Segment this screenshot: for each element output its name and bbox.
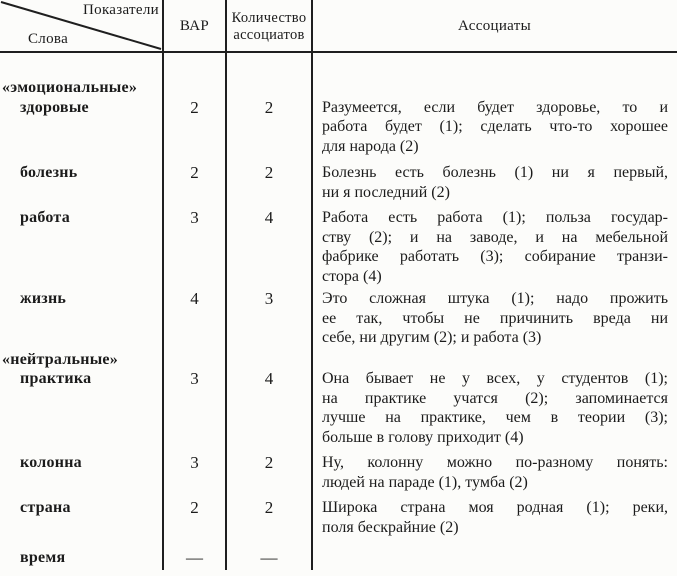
table-row: [0, 369, 677, 447]
var-cell: 2: [190, 498, 199, 517]
associate-line: Работа есть работа (1); польза государ-: [322, 209, 668, 226]
column-divider: [162, 0, 164, 570]
word-cell: работа: [20, 209, 70, 226]
count-cell: 2: [264, 453, 274, 472]
header-label-count: Количество ассоциатов: [231, 9, 307, 43]
count-cell: —: [260, 548, 278, 567]
count-cell: 2: [264, 163, 274, 182]
associate-line: ее так, чтобы не причинить вреда ни: [322, 309, 668, 327]
word-cell: жизнь: [20, 290, 67, 307]
associate-line: поля бескрайние (2): [322, 518, 459, 536]
group-label: «нейтральные»: [2, 350, 119, 368]
table-row: [0, 163, 677, 202]
associates-cell: [312, 498, 677, 537]
associates-cell: [312, 163, 677, 202]
count-cell: 3: [264, 289, 274, 308]
header-label-pokazateli: Показатели: [83, 2, 159, 18]
var-cell: 3: [190, 453, 199, 472]
associate-line: Болезнь есть болезнь (1) ни я первый,: [322, 164, 668, 181]
var-cell: 3: [190, 208, 199, 227]
associate-line: фабрике работать (3); собирание транзи-: [322, 248, 668, 265]
count-cell: 4: [264, 208, 274, 227]
column-divider: [311, 0, 313, 570]
associate-line: на практике учатся (2); запоминается: [322, 389, 668, 407]
word-cell: болезнь: [20, 164, 78, 181]
word-cell: практика: [20, 370, 92, 387]
associate-line: ству (2); и на заводе, и на мебельной: [322, 228, 668, 246]
table-rows: [0, 78, 677, 568]
var-cell: —: [186, 548, 203, 567]
group-header-row: [0, 78, 677, 98]
associates-cell: [312, 369, 677, 447]
group-header-row: [0, 350, 677, 370]
table-row: [0, 289, 677, 348]
associates-cell: [312, 289, 677, 348]
header-diagonal-cell: [0, 0, 163, 53]
header-label-slova: Слова: [28, 31, 69, 47]
table-row: [0, 453, 677, 492]
associate-line: Широка страна моя родная (1); реки,: [322, 499, 668, 516]
associate-line: стора (4): [322, 267, 382, 285]
header-label-assoc: Ассоциаты: [458, 18, 531, 34]
word-cell: колонна: [20, 454, 82, 471]
associates-cell: [312, 98, 677, 157]
var-cell: 3: [190, 369, 199, 388]
count-cell: 2: [264, 498, 274, 517]
var-cell: 2: [190, 163, 199, 182]
associate-line: людей на параде (1), тумба (2): [322, 473, 528, 491]
associate-line: для народа (2): [322, 137, 419, 155]
table-row: [0, 548, 677, 568]
var-cell: 4: [190, 289, 199, 308]
associate-line: Это сложная штука (1); надо прожить: [322, 290, 668, 307]
word-cell: страна: [20, 499, 71, 516]
associate-line: себе, ни другим (2); и работа (3): [322, 329, 542, 346]
count-cell: 2: [264, 97, 274, 117]
header-label-var: ВАР: [179, 18, 210, 34]
associate-line: ни я последний (2): [322, 183, 450, 201]
table-row: [0, 498, 677, 537]
word-cell: время: [20, 549, 66, 566]
table-row: [0, 98, 677, 157]
associates-cell: [312, 453, 677, 492]
table-header: [0, 0, 677, 53]
associate-line: Ну, колонну можно по-разному понять:: [322, 454, 668, 471]
table-row: [0, 208, 677, 286]
associate-line: лучше на практике, чем в теории (3);: [322, 409, 668, 426]
associate-line: Она бывает не у всех, у студентов (1);: [322, 370, 668, 387]
associate-line: больше в голову приходит (4): [322, 428, 524, 446]
word-cell: здоровые: [20, 98, 89, 116]
associate-line: Разумеется, если будет здоровье, то и: [322, 98, 668, 116]
count-cell: 4: [264, 369, 274, 388]
column-divider: [225, 0, 227, 570]
associates-cell: [312, 208, 677, 286]
associate-line: работа будет (1); сделать что-то хорошее: [322, 118, 668, 135]
group-label: «эмоциональные»: [2, 79, 138, 96]
var-cell: 2: [190, 97, 199, 117]
